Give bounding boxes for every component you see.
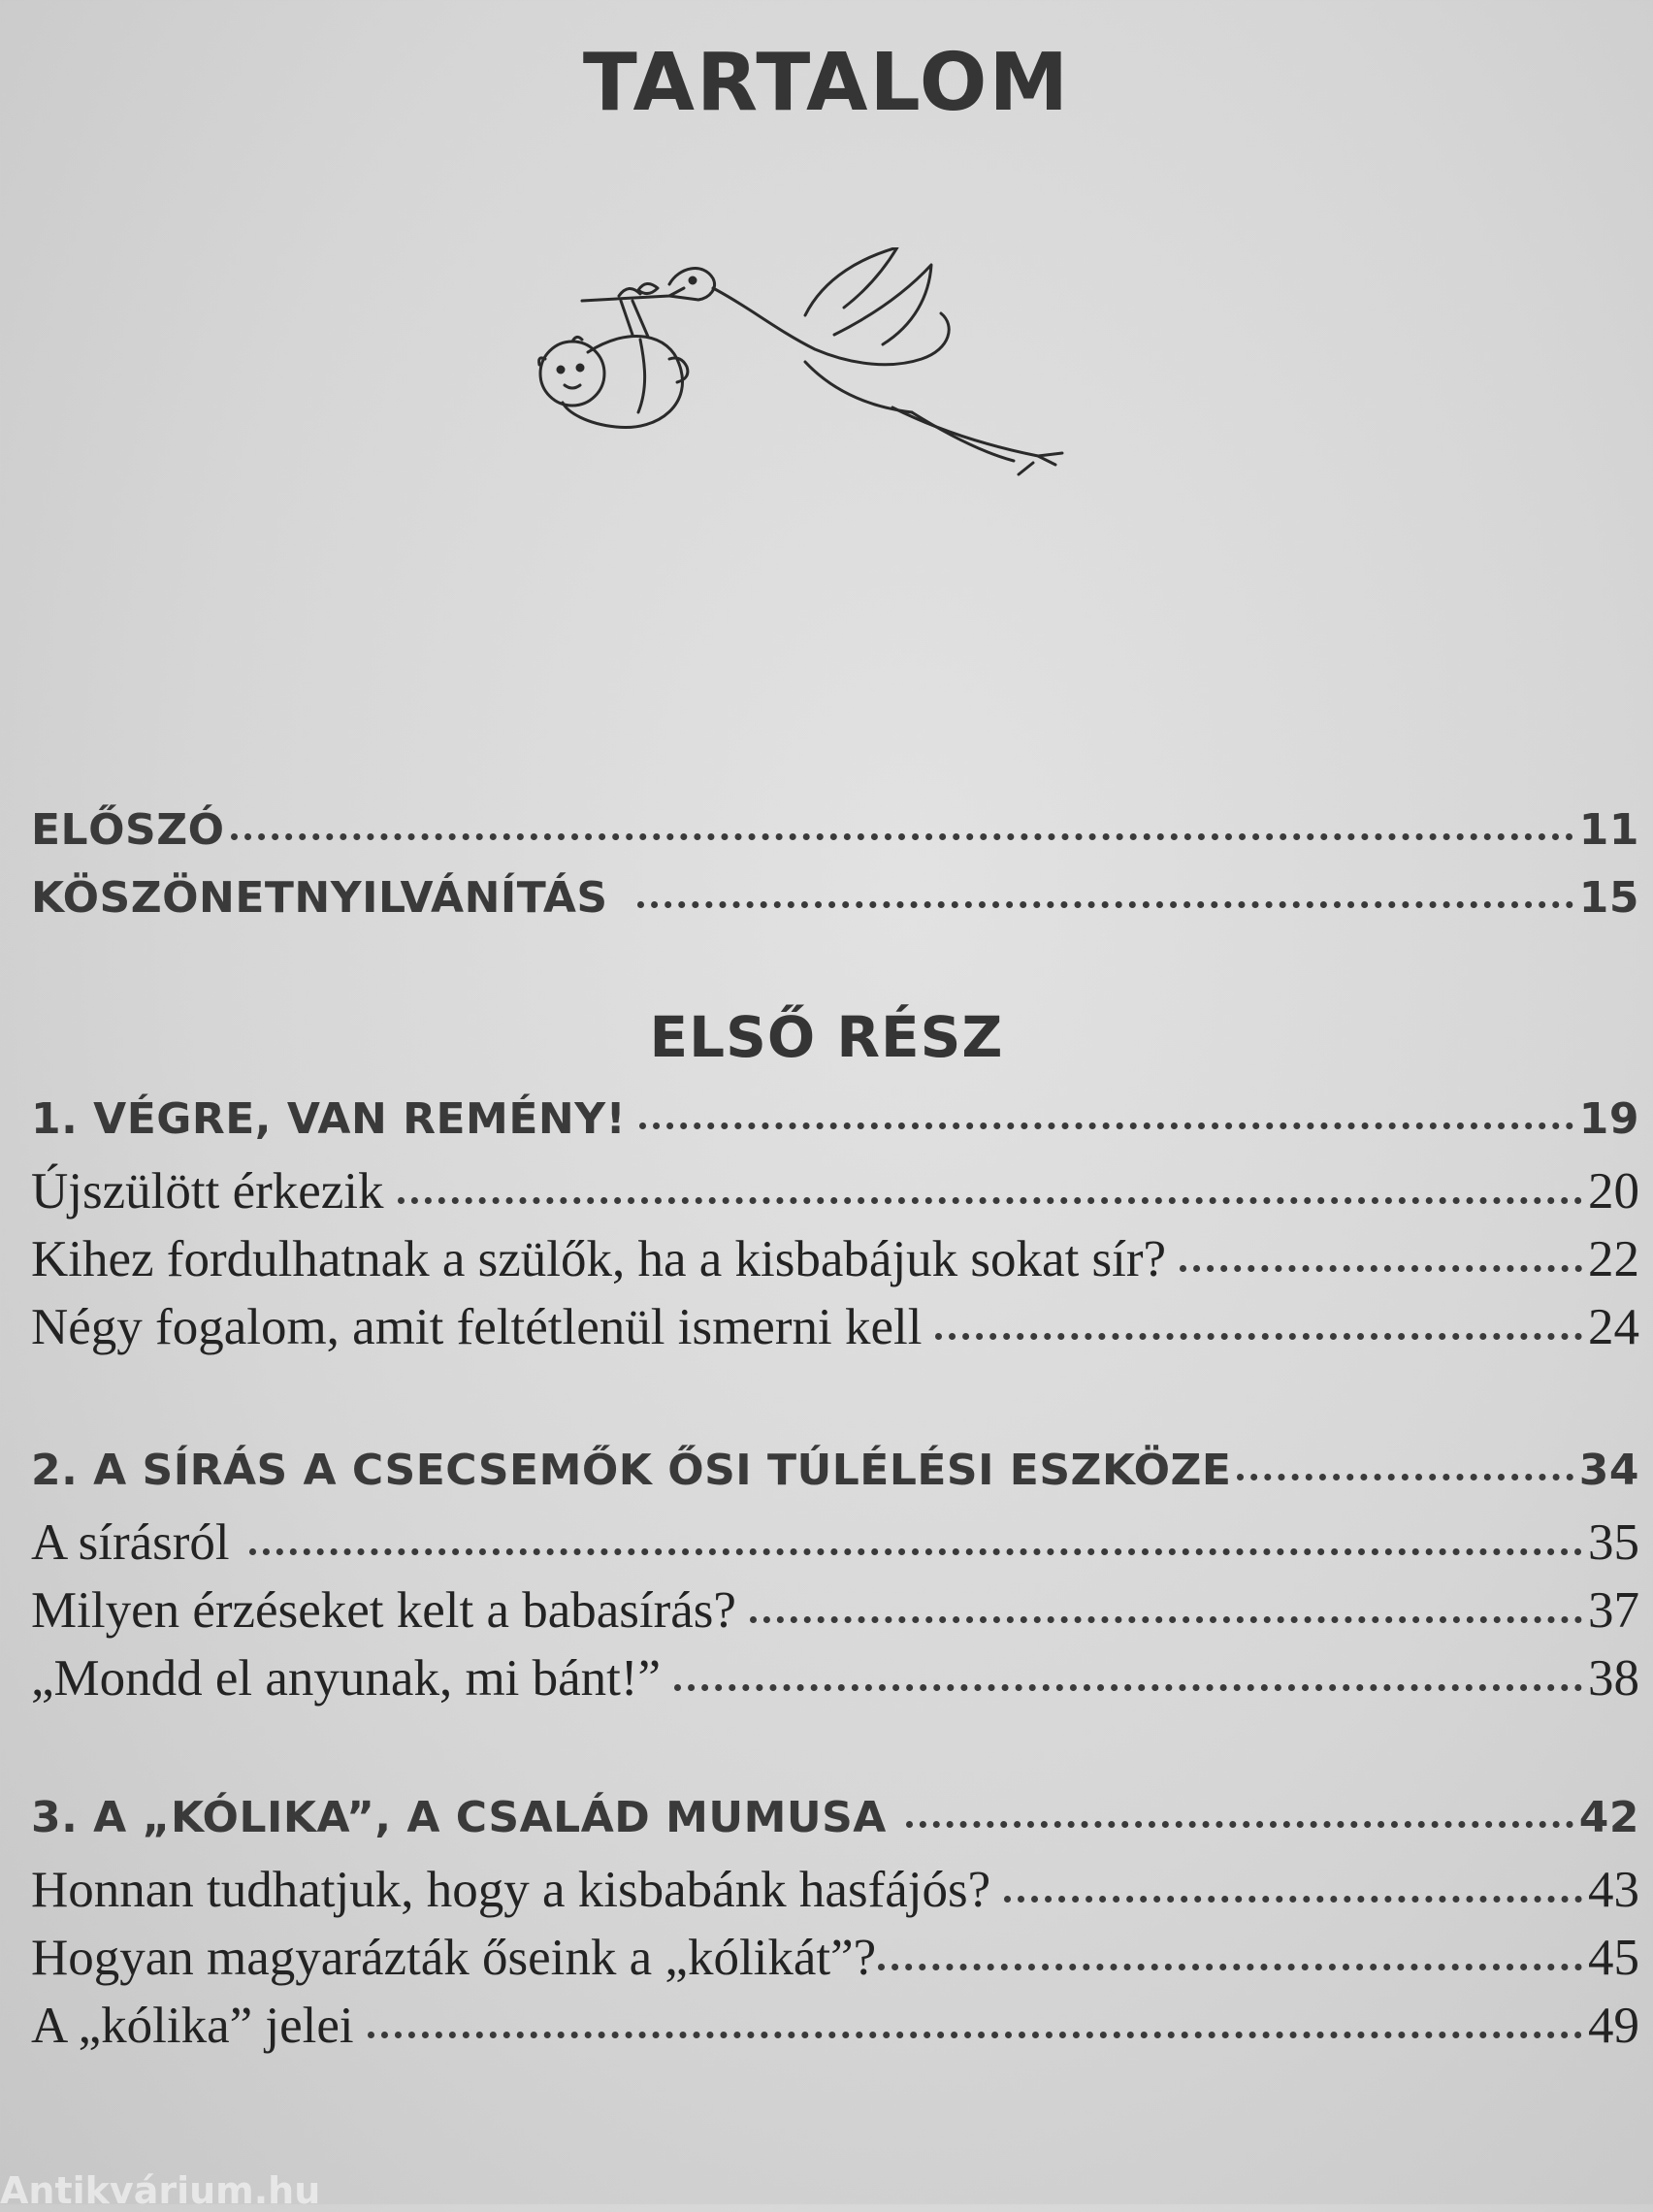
page-title: TARTALOM bbox=[582, 37, 1071, 129]
part-title: ELSŐ RÉSZ bbox=[649, 1004, 1004, 1070]
toc-section[interactable] bbox=[31, 1230, 1639, 1288]
toc-entry-page: 42 bbox=[1578, 1793, 1639, 1842]
dot-leader bbox=[639, 1122, 1573, 1129]
toc-entry-label: „Mondd el anyunak, mi bánt!” bbox=[31, 1650, 662, 1707]
dot-leader bbox=[1237, 1474, 1572, 1480]
toc-section[interactable] bbox=[31, 1929, 1639, 1987]
toc-entry-page: 43 bbox=[1588, 1862, 1639, 1918]
dot-leader bbox=[231, 833, 1573, 840]
dot-leader bbox=[368, 2032, 1582, 2038]
toc-entry-page: 49 bbox=[1588, 1998, 1639, 2054]
dot-leader bbox=[398, 1197, 1582, 1204]
dot-leader bbox=[249, 1548, 1582, 1555]
toc-entry-label: Milyen érzéseket kelt a babasírás? bbox=[31, 1582, 736, 1639]
toc-entry-acknowledgements[interactable] bbox=[31, 873, 1639, 923]
toc-entry-label: Kihez fordulhatnak a szülők, ha a kisbabájuk sokat sír? bbox=[31, 1231, 1167, 1287]
toc-entry-page: 19 bbox=[1578, 1094, 1639, 1144]
dot-leader bbox=[674, 1684, 1582, 1691]
toc-entry-label: A „kólika” jelei bbox=[31, 1998, 354, 2054]
toc-section[interactable] bbox=[31, 1513, 1639, 1572]
toc-entry-label: Hogyan magyarázták őseink a „kólikát”? bbox=[31, 1930, 877, 1986]
toc-entry-page: 34 bbox=[1578, 1446, 1639, 1495]
toc-entry-page: 15 bbox=[1578, 873, 1639, 923]
toc-entry-label: A sírásról bbox=[31, 1514, 230, 1571]
stork-illustration bbox=[524, 247, 1077, 480]
toc-entry-page: 38 bbox=[1588, 1650, 1639, 1707]
dot-leader bbox=[878, 1964, 1582, 1970]
toc-section[interactable] bbox=[31, 1581, 1639, 1640]
toc-entry-label: Újszülött érkezik bbox=[31, 1163, 384, 1220]
toc-chapter-1[interactable] bbox=[31, 1094, 1639, 1144]
toc-entry-label: 2. A SÍRÁS A CSECSEMŐK ŐSI TÚLÉLÉSI ESZKÖZE bbox=[31, 1446, 1232, 1495]
toc-chapter-3[interactable] bbox=[31, 1793, 1639, 1842]
dot-leader bbox=[935, 1333, 1582, 1340]
toc-entry-label: KÖSZÖNETNYILVÁNÍTÁS bbox=[31, 873, 608, 923]
toc-section[interactable] bbox=[31, 1649, 1639, 1708]
toc-section[interactable] bbox=[31, 1298, 1639, 1356]
toc-entry-label: Honnan tudhatjuk, hogy a kisbabánk hasfájós? bbox=[31, 1862, 991, 1918]
toc-entry-label: Négy fogalom, amit feltétlenül ismerni kell bbox=[31, 1299, 923, 1355]
toc-entry-page: 11 bbox=[1578, 805, 1639, 855]
toc-entry-page: 37 bbox=[1588, 1582, 1639, 1639]
toc-chapter-2[interactable] bbox=[31, 1446, 1639, 1495]
dot-leader bbox=[906, 1821, 1573, 1828]
dot-leader bbox=[637, 901, 1573, 908]
toc-entry-page: 35 bbox=[1588, 1514, 1639, 1571]
toc-entry-foreword[interactable] bbox=[31, 805, 1639, 855]
toc-entry-page: 24 bbox=[1588, 1299, 1639, 1355]
toc-section[interactable] bbox=[31, 1861, 1639, 1919]
dot-leader bbox=[1180, 1265, 1582, 1272]
toc-entry-label: 1. VÉGRE, VAN REMÉNY! bbox=[31, 1094, 627, 1144]
toc-entry-page: 20 bbox=[1588, 1163, 1639, 1220]
toc-entry-label: ELŐSZÓ bbox=[31, 805, 225, 855]
toc-entry-page: 22 bbox=[1588, 1231, 1639, 1287]
toc-section[interactable] bbox=[31, 1162, 1639, 1220]
watermark: Antikvárium.hu bbox=[0, 2169, 321, 2212]
toc-section[interactable] bbox=[31, 1997, 1639, 2055]
toc-entry-page: 45 bbox=[1588, 1930, 1639, 1986]
dot-leader bbox=[750, 1616, 1582, 1623]
toc-entry-label: 3. A „KÓLIKA”, A CSALÁD MUMUSA bbox=[31, 1793, 887, 1842]
dot-leader bbox=[1004, 1896, 1582, 1903]
